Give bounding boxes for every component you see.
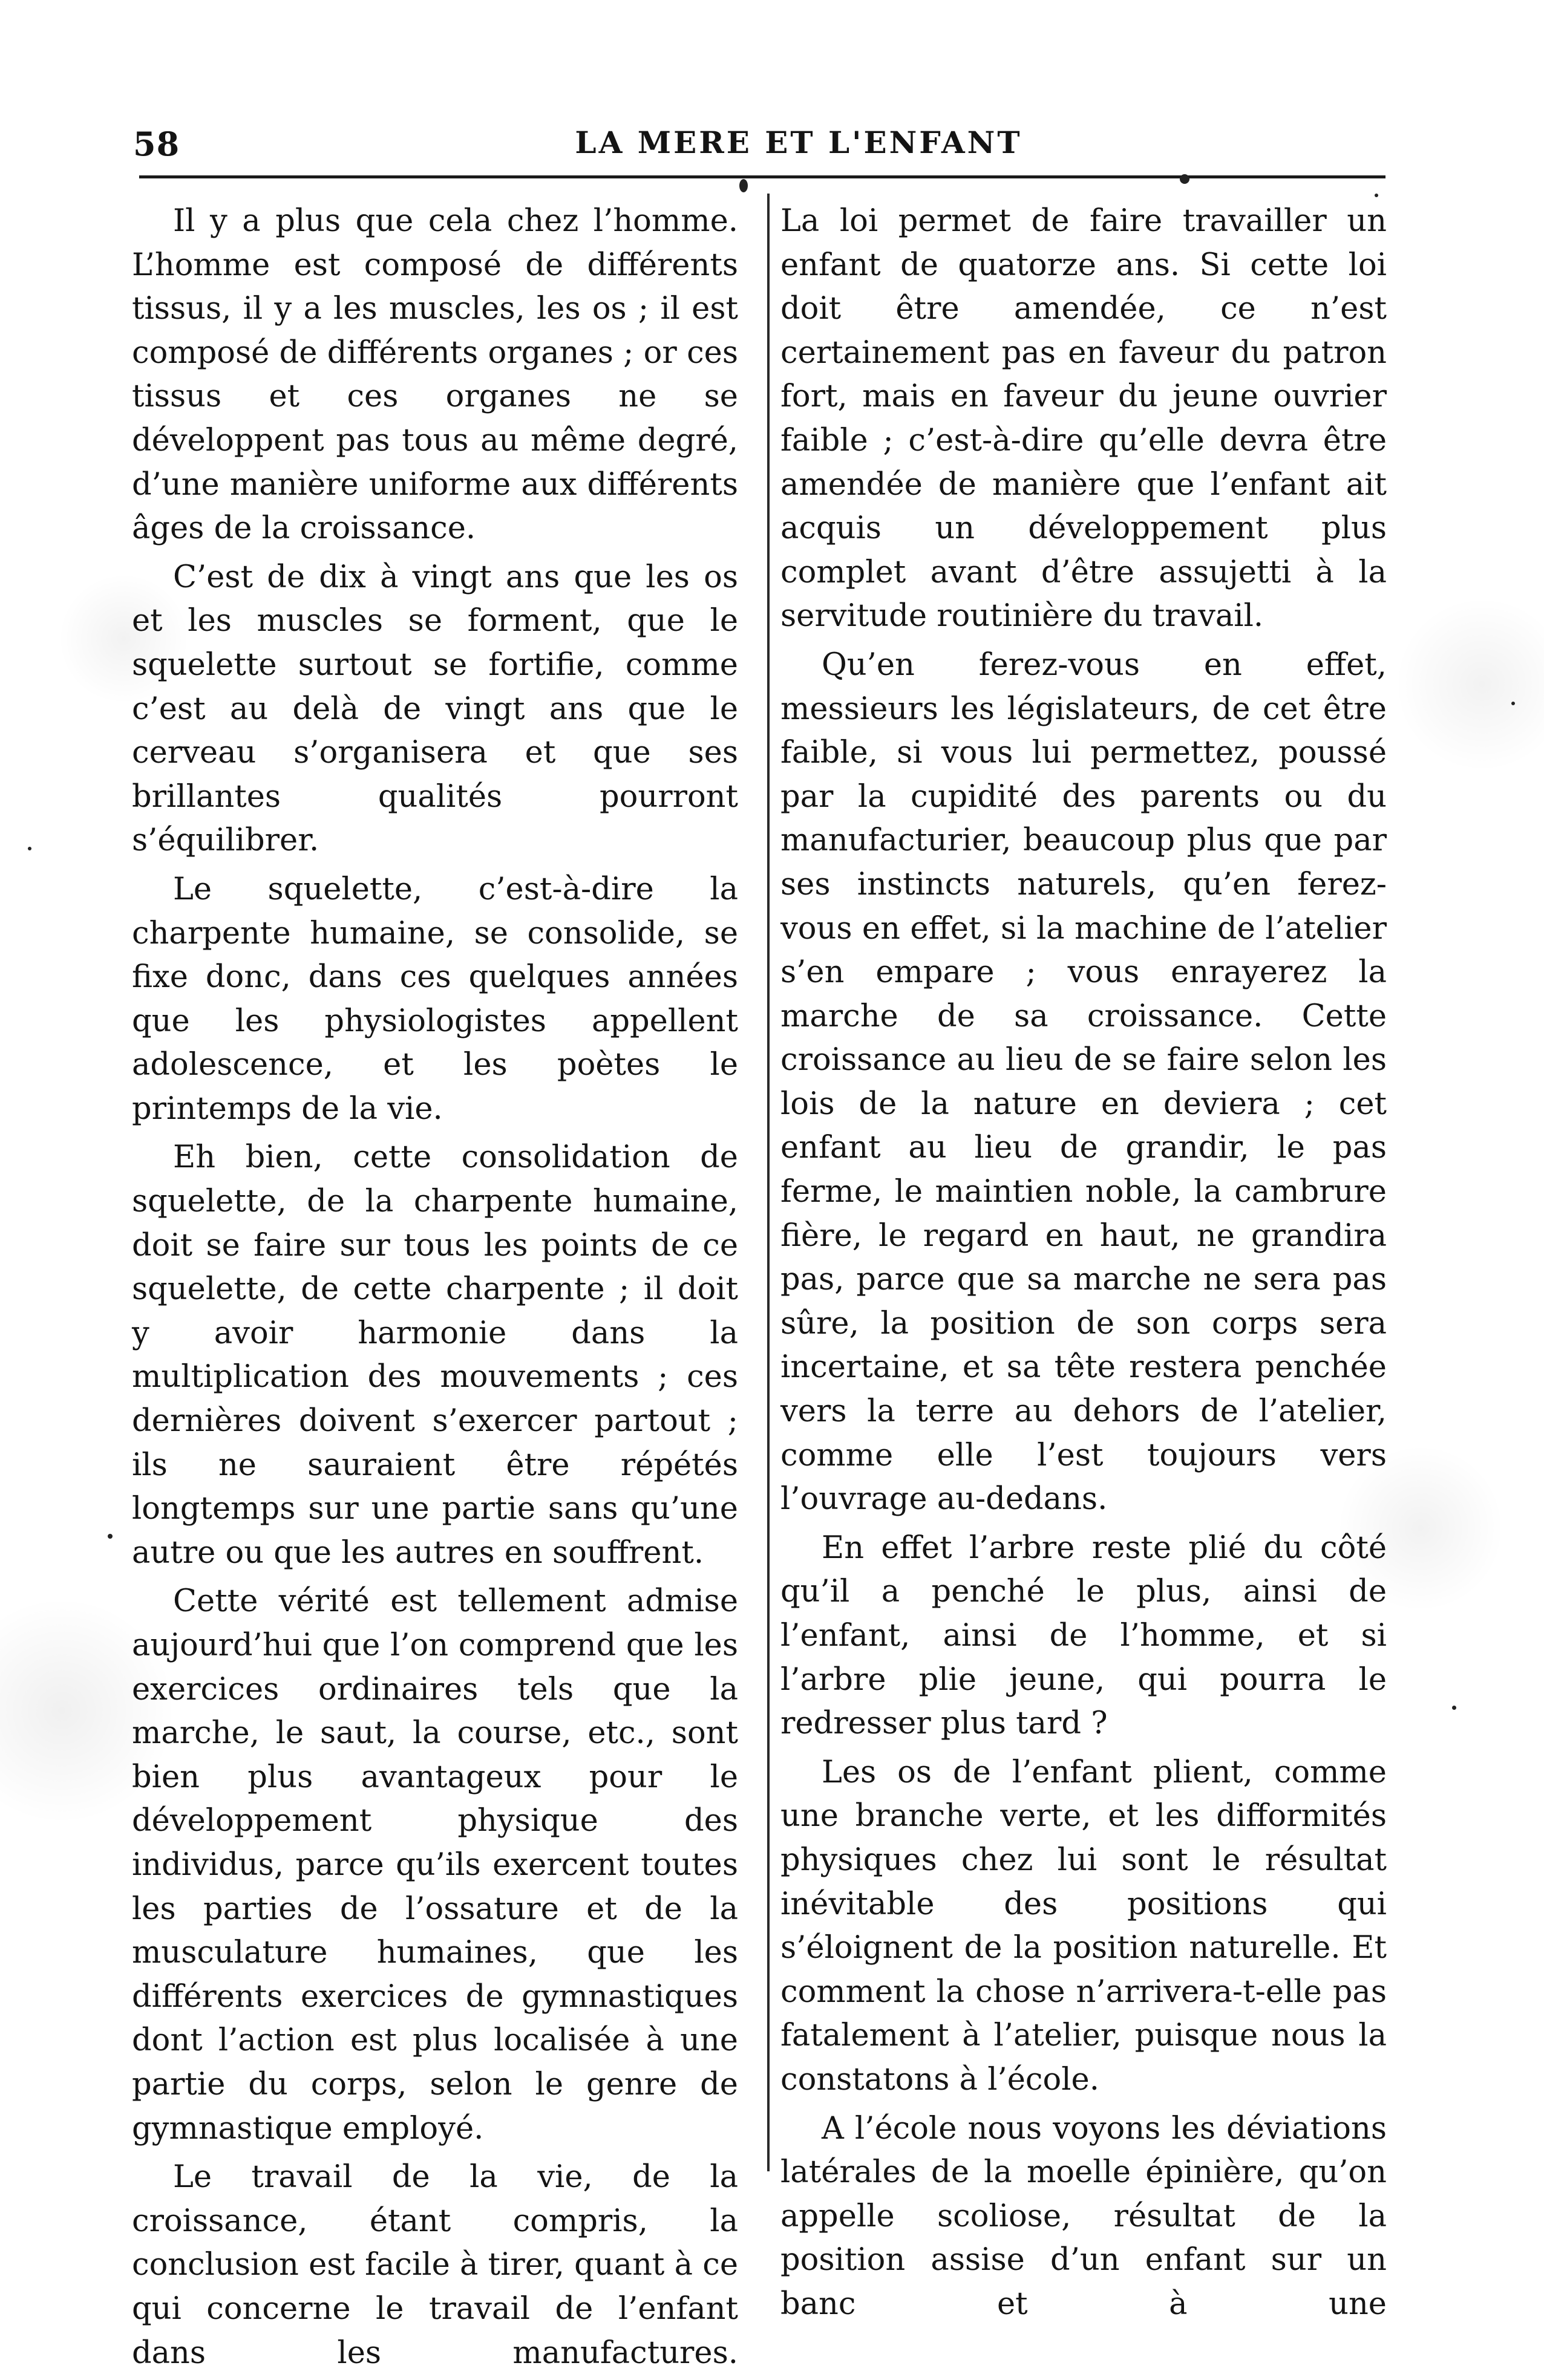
paragraph: Cette vérité est tellement admise aujourd’hui que l’on comprend que les exercices ordinaires tels que la marche, le saut, la course, etc., sont bien plus avantageux pour le développement physique des individus, parce qu’ils exercent toutes les parties de l’ossature et de la musculature humaines, que les différents exercices de gymnastiques dont l’action est plus localisée à une partie du corps, selon le genre de gymnastique employé. (132, 1583, 738, 2147)
paragraph: A l’école nous voyons les déviations latérales de la moelle épinière, qu’on appelle scoliose, résultat de la position assise d’un enfant sur un banc et à une (780, 2110, 1387, 2322)
scan-speck (108, 1534, 113, 1539)
paragraph: C’est de dix à vingt ans que les os et les muscles se forment, que le squelette surtout se fortifie, comme c’est au delà de vingt ans que le cerveau s’organisera et que ses brillantes qualités pourront s’équilibrer. (132, 559, 738, 859)
paragraph: Le travail de la vie, de la croissance, étant compris, la conclusion est facile à tirer, quant à ce qui concerne le travail de l’enfant dans les manufactures. (132, 2159, 738, 2371)
paragraph: Qu’en ferez-vous en effet, messieurs les législateurs, de cet être faible, si vous lui permettez, poussé par la cupidité des parents ou du manufacturier, beaucoup plus que par ses instincts naturels, qu’en ferez-vous en effet, si la machine de l’atelier s’en empare ; vous enrayerez la marche de sa croissance. Cette croissance au lieu de se faire selon les lois de la nature en deviera ; cet enfant au lieu de grandir, le pas ferme, le maintien noble, la cambrure fière, le regard en haut, ne grandira pas, parce que sa marche ne sera pas sûre, la position de son corps sera incertaine, et sa tête restera penchée vers la terre au dehors de l’atelier, comme elle l’est toujours vers l’ouvrage au-dedans. (780, 647, 1387, 1518)
page-header (133, 121, 1379, 163)
paragraph: Il y a plus que cela chez l’homme. L’homme est composé de différents tissus, il y a les muscles, les os ; il est composé de différents organes ; or ces tissus et ces organes ne se développent pas tous au même degré, d’une manière uniforme aux différents âges de la croissance. (132, 203, 738, 547)
paragraph: Eh bien, cette consolidation de squelette, de la charpente humaine, doit se faire sur tous les points de ce squelette, de cette charpente ; il doit y avoir harmonie dans la multiplication des mouvements ; ces dernières doivent s’exercer partout ; ils ne sauraient être répétés longtemps sur une partie sans qu’une autre ou que les autres en souffrent. (132, 1139, 738, 1571)
scan-speck (1511, 702, 1515, 705)
paragraph: Le squelette, c’est-à-dire la charpente humaine, se consolide, se fixe donc, dans ces quelques années que les physiologistes appellent adolescence, et les poètes le printemps de la vie. (132, 871, 738, 1127)
running-title: LA MERE ET L'ENFANT (575, 125, 1022, 160)
paragraph: Les os de l’enfant plient, comme une branche verte, et les difformités physiques chez lui sont le résultat inévitable des positions qui s’éloignent de la position naturelle. Et comment la chose n’arrivera-t-elle pas fatalement à l’atelier, puisque nous la constatons à l’école. (780, 1754, 1387, 2098)
right-column (780, 200, 1387, 2332)
column-divider (767, 194, 770, 2171)
paragraph: La loi permet de faire travailler un enfant de quatorze ans. Si cette loi doit être amendée, ce n’est certainement pas en faveur du patron fort, mais en faveur du jeune ouvrier faible ; c’est-à-dire qu’elle devra être amendée de manière que l’enfant ait acquis un développement plus complet avant d’être assujetti à la servitude routinière du travail. (780, 203, 1387, 634)
paragraph: En effet l’arbre reste plié du côté qu’il a penché le plus, ainsi de l’enfant, ainsi de l’homme, et si l’arbre plie jeune, qui pourra le redresser plus tard ? (780, 1530, 1387, 1742)
scan-speck (1452, 1706, 1456, 1710)
scan-speck (739, 179, 748, 192)
scan-speck (28, 847, 31, 850)
scan-speck (1180, 174, 1189, 184)
left-column (132, 200, 738, 2380)
scan-speck (1375, 194, 1378, 197)
page-number: 58 (133, 125, 180, 163)
header-rule (139, 175, 1385, 178)
